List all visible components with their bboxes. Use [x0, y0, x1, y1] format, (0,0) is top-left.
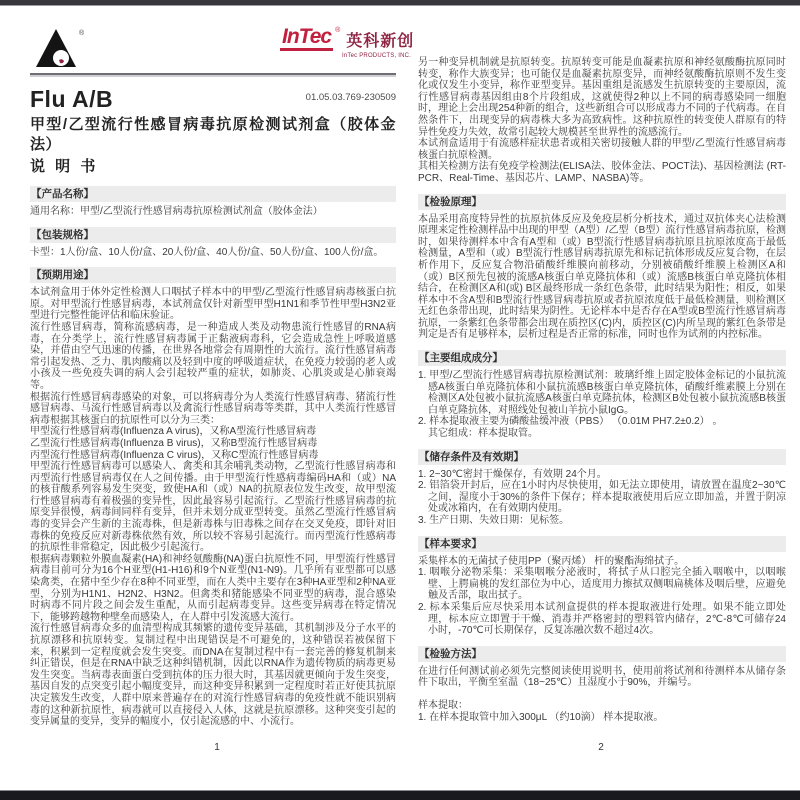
paragraph: 根据流行性感冒病毒感染的对象，可以将病毒分为人类流行性感冒病毒、猪流行性感冒病毒、马流行性感冒病毒以及禽流行性感冒病毒等类群，其中人类流行性感冒病毒根据其核蛋白的抗原性可以分为三类： [30, 391, 396, 426]
paragraph: 甲型流行性感冒病毒(Influenza A virus)，又称A型流行性感冒病毒 [30, 426, 317, 438]
paragraph: 流行性感冒病毒，简称流感病毒，是一种造成人类及动物患流行性感冒的RNA病毒，在分类学上，流行性感冒病毒属于正黏液病毒科，它会造成急性上呼吸道感染，并借由空气迅速的传播，在世界各地常会有周期性的大流行。流行性感冒病毒常引起发热、乏力、肌肉酸痛以及轻到中度的呼吸道症状，在免疫力较弱的老人或小孩及一些免疫失调的病人会引起较严重的症状，如肺炎、心肌炎或是心肺衰竭等。 [30, 321, 396, 391]
paragraph: 其相关检测方法有免疫学检测法(ELISA法、胶体金法、POCT法)、基因检测法 (RT-PCR、Real-Time、基因芯片、LAMP、NASBA)等。 [418, 161, 786, 184]
triangle-logo-icon [34, 27, 86, 73]
paragraph: 另一种变异机制就是抗原转变。抗原转变可能是血凝素抗原和神经氨酸酶抗原同时转变，称作大族变异；也可能仅是血凝素抗原变异，而神经氨酸酶抗原则不发生变化或仅发生小变异，称作亚型变异。基因重组是流感发生抗原转变的主要原因，流行性感冒病毒基因组由8个片段组成，这就使得2种以上不同的病毒感染同一细胞时，理论上会出现254种新的组合，这些新组合可以形成毒力不同的子代病毒。在自然条件下，出现变异的病毒株大多为高致病性。这种抗原性的转变使人群原有的特异性免疫力失效，故常引起较大规模甚至世界性的流感流行。 [418, 57, 786, 138]
page-1-column [30, 86, 396, 728]
paragraph: 其它组成：样本提取管。 [428, 428, 538, 440]
section-heading: 【储存条件及有效期】 [418, 449, 786, 465]
paragraph: 样本提取： [418, 699, 468, 711]
paragraph: 流行性感冒病毒众多的血清型构成其频繁的遗传变异基础，其机制涉及分子水平的抗原漂移和抗原转变。复制过程中出现错误是不可避免的，这种错误若被保留下来，积累到一定程度就会发生突变。而DNA在复制过程中有一套完善的修复机制来纠正错误，但是在RNA中缺乏这种纠错机制，因此以RNA作为遗传物质的病毒更易发生突变。当病毒表面蛋白受到抗体的压力很大时，其基因就更倾向于发生突变，基因自发的点突变引起小幅度变异，而这种变异积累到一定程度时若正好使其抗原决定簇发生改变，人群中原来普遍存在的对流行性感冒病毒的免疫性就不能识别病毒的这种新抗原性，病毒就可以直接侵入人体，这就是抗原漂移。这种突变引起的变异属量的变异，变异的幅度小，仅引起流感的中、小流行。 [30, 623, 396, 728]
page-2-sections [418, 57, 786, 723]
section-heading: 【包装规格】 [30, 227, 396, 243]
paragraph: 本试剂盒适用于有流感样症状患者或相关密切接触人群的甲型/乙型流行性感冒病毒核蛋白抗原检测。 [418, 138, 786, 161]
product-line-title: Flu A/B [30, 86, 114, 112]
paragraph: 在进行任何测试前必须先完整阅读使用说明书，使用前将试剂和待测样本从储存条件下取出，平衡至室温（18~25℃）且湿度小于90%，并编号。 [418, 665, 786, 689]
page-1-sections [30, 186, 396, 728]
paragraph: 采集样本的无菌拭子使用PP（聚丙烯） 杆的聚酯海绵拭子。 [418, 555, 685, 567]
document-code: 01.05.03.769-230509 [305, 92, 396, 103]
document-title: 甲型/乙型流行性感冒病毒抗原检测试剂盒（胶体金法） [30, 116, 396, 153]
intec-reg-mark: ® [335, 27, 341, 34]
page-number-1: 1 [214, 742, 220, 753]
document-subtitle: 说 明 书 [30, 158, 99, 175]
company-triangle-logo [34, 27, 86, 73]
section-heading: 【主要组成成分】 [418, 350, 786, 366]
paragraph: 丙型流行性感冒病毒(Influenza C virus)，又称C型流行性感冒病毒 [30, 449, 319, 461]
section-heading: 【样本要求】 [418, 536, 786, 552]
section-heading: 【预期用途】 [30, 267, 396, 283]
intec-company-name: 英科新创 [346, 33, 415, 50]
paragraph: 1. 2~30℃密封干燥保存，有效期 24个月。 [418, 468, 607, 480]
intec-company-subtext: InTec PRODUCTS, INC. [342, 53, 412, 59]
title-row [30, 86, 396, 112]
paragraph: 2. 标本采集后应尽快采用本试剂盒提供的样本提取液进行处理。如果不能立即处理，标本应立即置于干燥、消毒并严格密封的塑料管内储存，2℃-8℃可储存24小时，-70℃可长期保存，反复冻融次数不超过4次。 [418, 601, 786, 637]
paragraph: 本试剂盒用于体外定性检测人口咽拭子样本中的甲型/乙型流行性感冒病毒核蛋白抗原。对甲型流行性感冒病毒，本试剂盒仅针对新型甲型H1N1和季节性甲型H3N2亚型进行完整性能评估和临床验证。 [30, 287, 396, 322]
bottom-black-bar [0, 790, 800, 800]
paragraph: 1. 甲型/乙型流行性感冒病毒抗原检测试剂：玻璃纤维上固定胶体金标记的小鼠抗流感A核蛋白单克隆抗体和小鼠抗流感B核蛋白单克隆抗体，硝酸纤维素膜上分别在检测区A处包被小鼠抗流感A核蛋白单克隆抗体，检测区B处包被小鼠抗流感B核蛋白单克隆抗体，对照线处包被山羊抗小鼠IgG。 [418, 370, 786, 416]
paragraph: 2. 铝箔袋开封后，应在1小时内尽快使用，如无法立即使用，请放置在温度2~30℃之间，湿度小于30%的条件下保存；样本提取液使用后应立即加盖，并置于阴凉处或冰箱内，在有效期内使用。 [418, 480, 786, 515]
section-heading: 【检验原理】 [418, 194, 786, 210]
paragraph: 2. 样本提取液主要为磷酸盐缓冲液（PBS） （0.01M PH7.2±0.2） 。 [418, 416, 723, 428]
paragraph: 3. 生产日期、失效日期：见标签。 [418, 515, 570, 526]
top-black-bar [0, 0, 800, 6]
page-number-2: 2 [598, 742, 604, 753]
section-heading: 【检验方法】 [418, 646, 786, 662]
intec-brand-logo [280, 27, 460, 59]
paragraph: 根据病毒颗粒外膜血凝素(HA)和神经氨酸酶(NA)蛋白抗原性不同，甲型流行性感冒病毒目前可分为16个H亚型(H1-H16)和9个N亚型(N1-N9)。几乎所有亚型都可以感染禽类，在猪中至少存在8种不同亚型，而在人类中主要存在3种HA亚型和2种NA亚型，分别为H1N1、H2N2、H3N2。但禽类和猪能感染不同亚型的病毒，混合感染时病毒不同片段之间会发生重配，从而引起病毒变异。这些变异病毒在特定情况下，能够跨越物种壁垒而感染人，在人群中引发流感大流行。 [30, 553, 396, 623]
header-divider [30, 73, 396, 77]
paragraph: 卡型：1人份/盒、10人份/盒、20人份/盒、40人份/盒、50人份/盒、100人份/盒。 [30, 246, 384, 258]
paragraph [418, 689, 786, 700]
paragraph: 本品采用高度特异性的抗原抗体反应及免疫层析分析技术，通过双抗体夹心法检测原理来定性检测样品中出现的甲型（A型）/乙型（B型）流行性感冒病毒抗原，检测时，如果待测样本中含有A型和（或）B型流行性感冒病毒抗原且抗原浓度高于最低检测量，A型和（或）B型流行性感冒病毒抗原先和标记抗体形成反应复合物，在层析作用下，反应复合物沿硝酸纤维膜向前移动，分别被硝酸纤维膜上检测区A和（或）B区预先包被的流感A核蛋白单克隆抗体和（或）流感B核蛋白单克隆抗体相结合，在检测区A和(或) B区最终形成一条红色条带，此时结果为阳性；相反，如果样本中不含A型和B型流行性感冒病毒抗原或者抗原浓度低于最低检测量，则检测区无红色条带出现，此时结果为阴性。无论样本中是否存在A型或B型流行性感冒病毒抗原，一条紫红色条带都会出现在质控区(C)内，质控区(C)内所呈现的紫红色条带是判定是否有足够样本，层析过程是否正常的标准，同时也作为试剂的内控标准。 [418, 213, 786, 341]
paragraph: 1. 在样本提取管中加入300μL （约10滴） 样本提取液。 [418, 711, 664, 723]
page-2-column [418, 57, 786, 723]
paragraph: 甲型流行性感冒病毒可以感染人、禽类和其余哺乳类动物，乙型流行性感冒病毒和丙型流行性感冒病毒仅在人之间传播。由于甲型流行性感病毒编码HA和（或）NA的核苷酸系列容易发生突变，致使HA和（或）NA的抗原表位发生改变，故甲型流行性感冒病毒有着极强的变异性，因此最容易引起流行。乙型流行性感冒病毒的抗原变异很慢，病毒间同样有变异，但并未划分成亚型转变。虽然乙型流行性感冒病毒的变异会产生新的主流毒株，但是新毒株与旧毒株之间存在交叉免疫，即针对旧毒株的免疫反应对新毒株依然有效，所以较不容易引起流行。而丙型流行性感病毒的抗原性非常稳定，因此极少引起流行。 [30, 461, 396, 554]
section-heading: 【产品名称】 [30, 186, 396, 202]
triangle-reg-mark: ® [79, 30, 85, 37]
paragraph: 通用名称：甲型/乙型流行性感冒病毒抗原检测试剂盒（胶体金法） [30, 206, 323, 217]
paragraph: 1. 咽喉分泌物采集：采集咽喉分泌液时，将拭子从口腔完全插入咽喉中，以咽喉壁、上腭扁桃的发红部位为中心，适度用力擦拭双侧咽扁桃体及咽后壁，应避免触及舌部，取出拭子。 [418, 567, 786, 602]
intec-logo-icon: InTec [280, 27, 333, 51]
paragraph: 乙型流行性感冒病毒(Influenza B virus)，又称B型流行性感冒病毒 [30, 437, 318, 449]
